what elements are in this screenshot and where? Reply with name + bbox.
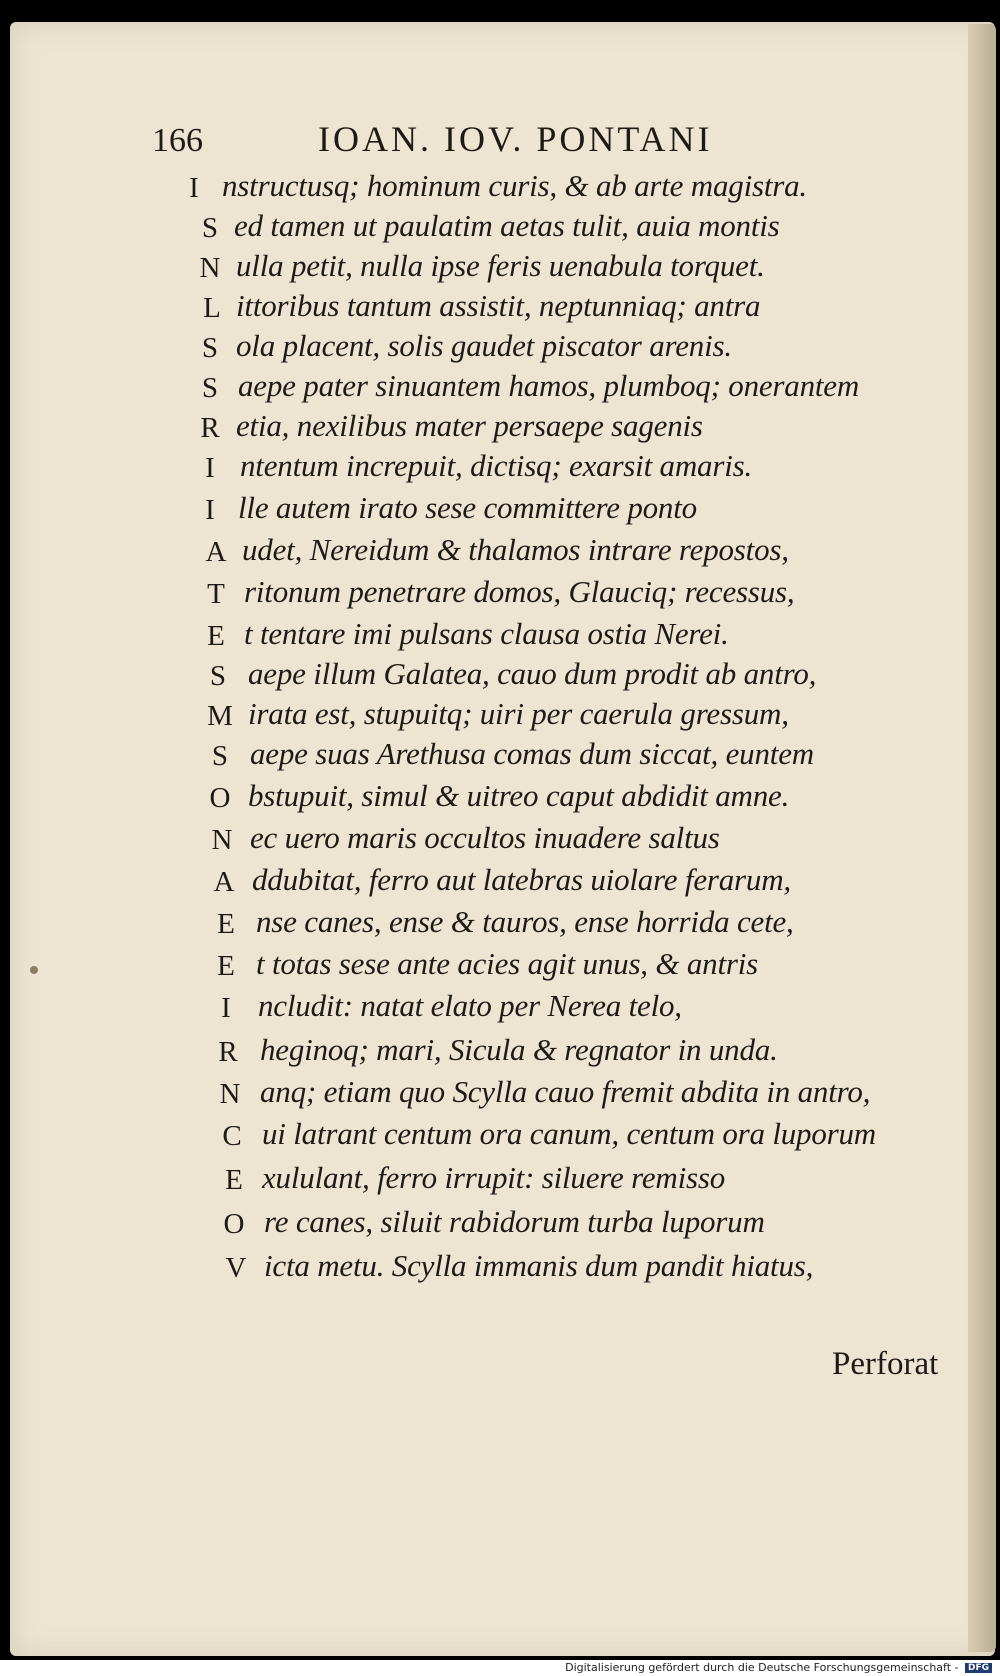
verse-text: anq; etiam quo Scylla cauo fremit abdita in antro,: [260, 1074, 871, 1109]
verse-text: ddubitat, ferro aut latebras uiolare ferarum,: [252, 862, 791, 897]
verse-initial: I: [189, 172, 199, 204]
verse-text: ui latrant centum ora canum, centum ora luporum: [262, 1116, 876, 1151]
verse-text: aepe illum Galatea, cauo dum prodit ab antro,: [248, 656, 817, 691]
verse-line: [0, 328, 1000, 368]
verse-initial: N: [219, 1078, 241, 1110]
verse-text: ritonum penetrare domos, Glauciq; recessus,: [244, 574, 795, 609]
verse-line: [0, 696, 1000, 736]
verse-text: xululant, ferro irrupit: siluere remisso: [262, 1160, 726, 1195]
verse-initial: I: [205, 494, 215, 526]
verse-line: [0, 490, 1000, 530]
verse-text: ittoribus tantum assistit, neptunniaq; antra: [236, 288, 761, 323]
verse-line: [0, 574, 1000, 614]
verse-initial: A: [213, 866, 235, 898]
verse-text: ntentum increpuit, dictisq; exarsit amaris.: [240, 448, 753, 483]
verse-initial: C: [222, 1120, 242, 1152]
verse-initial: I: [205, 452, 215, 484]
verse-line: [0, 448, 1000, 488]
verse-line: [0, 1032, 1000, 1072]
verse-text: re canes, siluit rabidorum turba luporum: [264, 1204, 765, 1239]
running-head: IOAN. IOV. PONTANI: [318, 119, 713, 159]
verse-text: heginoq; mari, Sicula & regnator in unda.: [260, 1032, 778, 1067]
verse-initial: A: [205, 536, 227, 568]
verse-line: [0, 862, 1000, 902]
verse-line: [0, 946, 1000, 986]
verse-initial: E: [217, 908, 235, 940]
catchword: Perforat: [832, 1346, 939, 1382]
verse-initial: S: [209, 660, 227, 692]
verse-text: icta metu. Scylla immanis dum pandit hiatus,: [264, 1248, 814, 1283]
verse-text: irata est, stupuitq; uiri per caerula gressum,: [248, 696, 789, 731]
verse-text: aepe suas Arethusa comas dum siccat, euntem: [250, 736, 814, 771]
verse-line: [0, 616, 1000, 656]
verse-line: [0, 1074, 1000, 1114]
verse-initial: E: [207, 620, 225, 652]
verse-initial: V: [225, 1252, 247, 1284]
verse-line: [0, 368, 1000, 408]
verse-initial: E: [225, 1164, 243, 1196]
verse-text: t totas sese ante acies agit unus, & antris: [256, 946, 759, 981]
verse-initial: R: [200, 412, 220, 444]
verse-initial: N: [211, 824, 233, 856]
verse-text: nse canes, ense & tauros, ense horrida cete,: [256, 904, 794, 939]
verse-initial: O: [223, 1208, 245, 1240]
verse-line: [0, 1116, 1000, 1156]
verse-initial: I: [221, 992, 231, 1024]
verse-initial: R: [218, 1036, 238, 1068]
verse-initial: O: [209, 782, 231, 814]
verse-text: lle autem irato sese committere ponto: [238, 490, 697, 525]
credit-text: Digitalisierung gefördert durch die Deutsche Forschungsgemeinschaft -: [565, 1661, 959, 1674]
verse-line: [0, 904, 1000, 944]
verse-initial: S: [211, 740, 229, 772]
verse-text: nstructusq; hominum curis, & ab arte magistra.: [222, 168, 807, 203]
verse-initial: S: [201, 212, 219, 244]
verse-line: [0, 656, 1000, 696]
dfg-logo: DFG: [965, 1663, 992, 1673]
verse-initial: S: [201, 372, 219, 404]
verse-line: [0, 778, 1000, 818]
verse-initial: L: [203, 292, 221, 324]
verse-text: ola placent, solis gaudet piscator arenis.: [236, 328, 732, 363]
verse-text: aepe pater sinuantem hamos, plumboq; onerantem: [238, 368, 860, 403]
page-header: [0, 118, 1000, 168]
verse-initial: N: [199, 252, 221, 284]
verse-line: [0, 988, 1000, 1028]
verse-text: ncludit: natat elato per Nerea telo,: [258, 988, 682, 1023]
verse-line: [0, 1248, 1000, 1288]
verse-text: bstupuit, simul & uitreo caput abdidit amne.: [248, 778, 790, 813]
verse-text: ed tamen ut paulatim aetas tulit, auia montis: [234, 208, 780, 243]
verse-text: t tentare imi pulsans clausa ostia Nerei.: [244, 616, 729, 651]
verse-line: [0, 408, 1000, 448]
verse-line: [0, 1204, 1000, 1244]
verse-initial: T: [207, 578, 225, 610]
verse-initial: S: [201, 332, 219, 364]
verse-line: [0, 168, 992, 208]
verse-line: [0, 532, 1000, 572]
verse-line: [0, 288, 1000, 328]
verse-text: udet, Nereidum & thalamos intrare repostos,: [242, 532, 789, 567]
page-number: 166: [152, 122, 203, 159]
verse-initial: M: [207, 700, 233, 732]
verse-line: [0, 736, 1000, 776]
verse-line: [0, 248, 1000, 288]
verse-text: etia, nexilibus mater persaepe sagenis: [236, 408, 703, 443]
verse-line: [0, 820, 1000, 860]
verse-line: [0, 208, 1000, 248]
verse-line: [0, 1160, 1000, 1200]
verse-initial: E: [217, 950, 235, 982]
verse-text: ec uero maris occultos inuadere saltus: [250, 820, 720, 855]
verse-text: ulla petit, nulla ipse feris uenabula torquet.: [236, 248, 765, 283]
digitization-credit: [565, 1661, 992, 1674]
